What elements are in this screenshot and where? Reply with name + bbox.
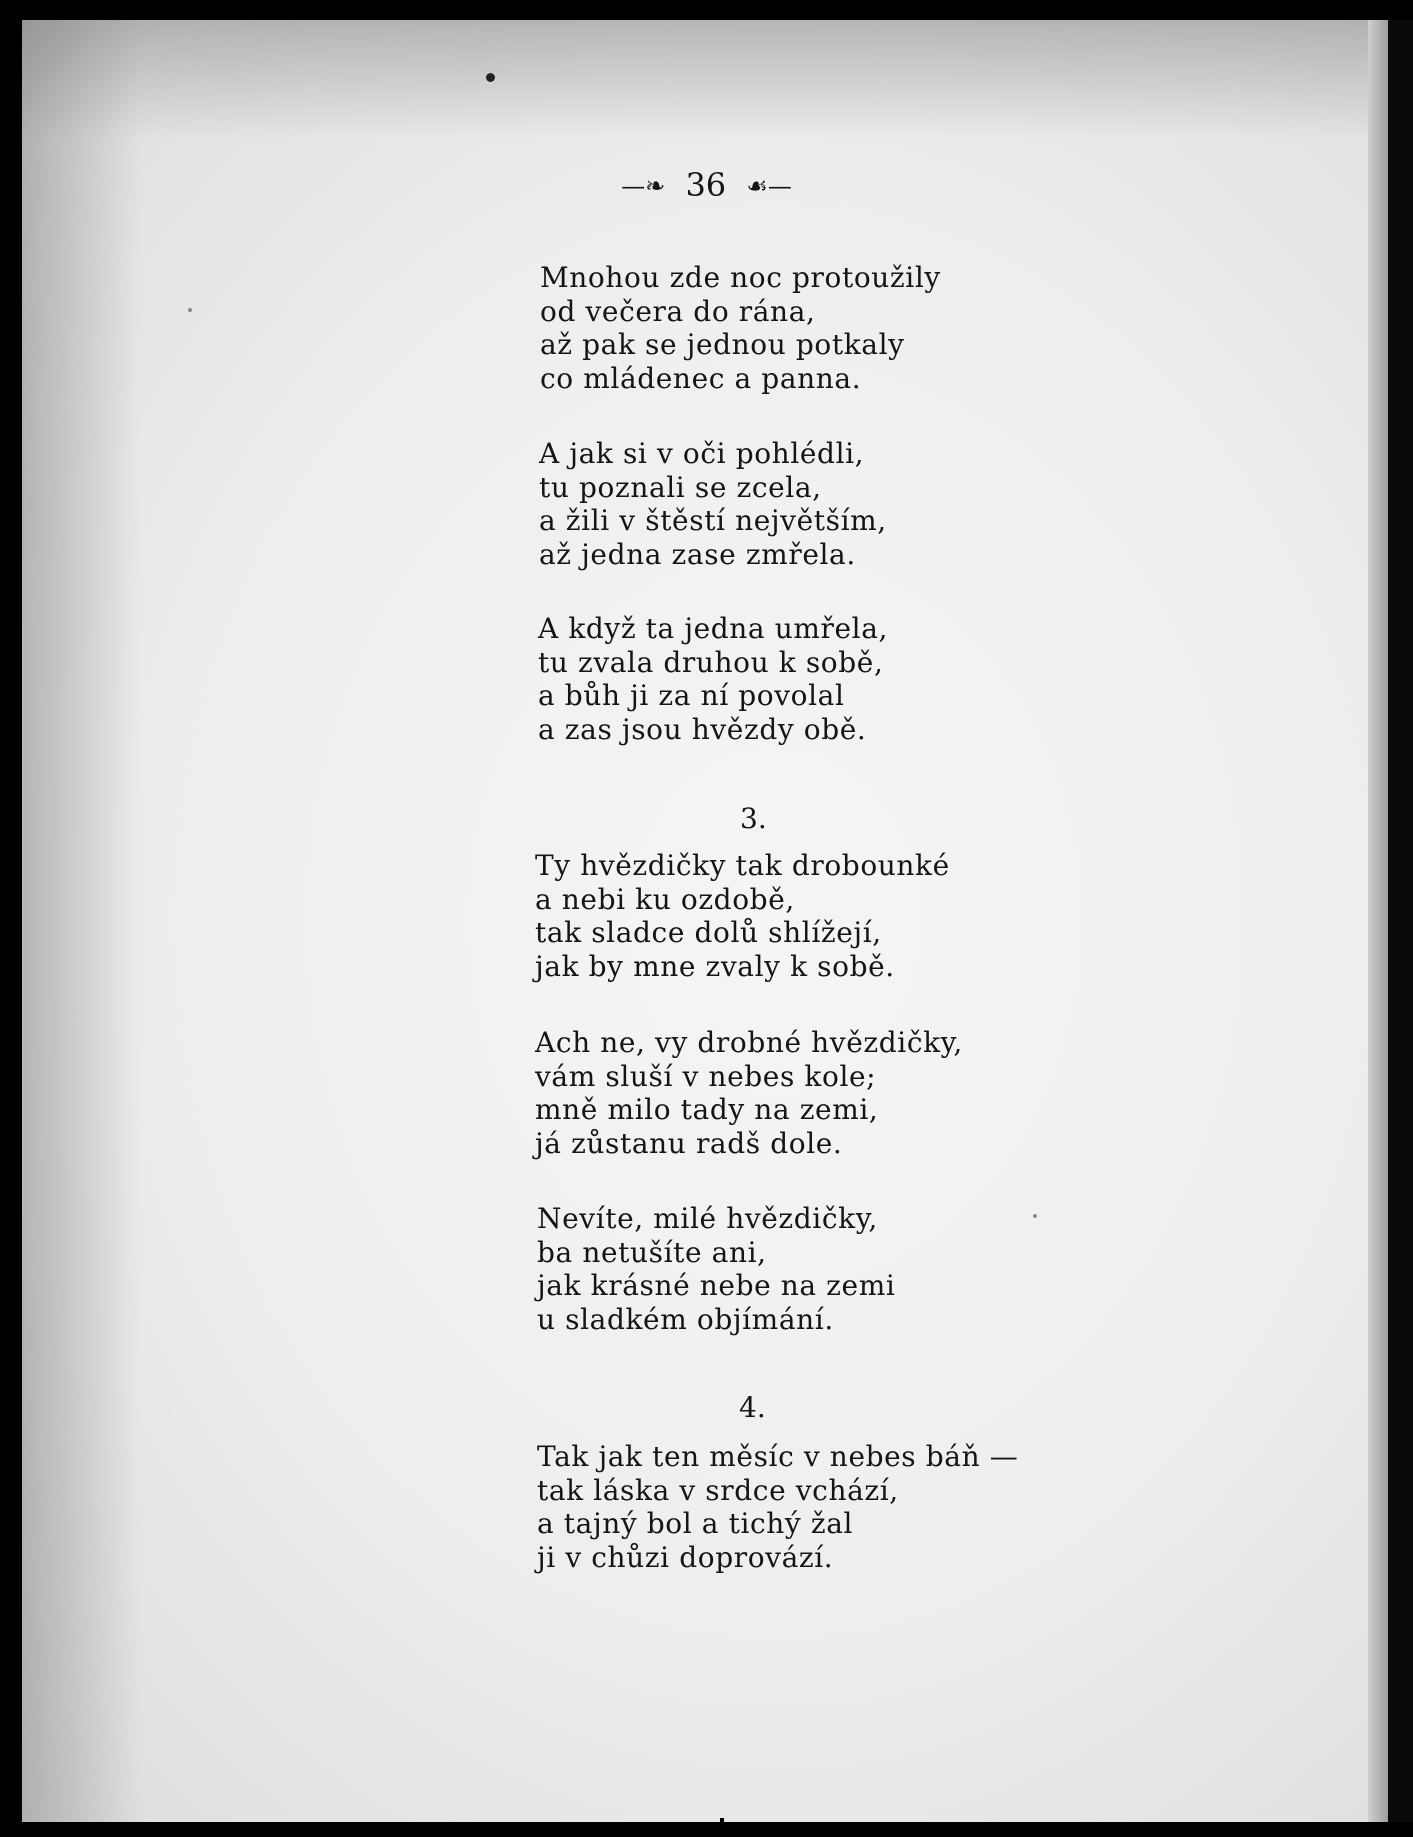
- stanza: [539, 437, 887, 571]
- verse-line: A když ta jedna umřela,: [538, 612, 889, 645]
- verse-line: A jak si v oči pohlédli,: [539, 437, 865, 470]
- top-edge-shadow: [22, 20, 1390, 140]
- verse-line: a tajný bol a tichý žal: [537, 1507, 854, 1540]
- stanza: [535, 1026, 963, 1160]
- verse-line: a bůh ji za ní povolal: [538, 679, 845, 712]
- verse-line: vám sluší v nebes kole;: [535, 1059, 877, 1093]
- verse-line: jak by mne zvaly k sobě.: [535, 949, 895, 983]
- speck-mark: [188, 308, 192, 312]
- verse-line: a nebi ku ozdobě,: [535, 882, 795, 916]
- verse-line: ba netušíte ani,: [537, 1235, 767, 1269]
- speck-mark: [486, 73, 495, 82]
- verse-line: až jedna zase zmřela.: [539, 537, 856, 571]
- stanza: [537, 1202, 895, 1336]
- page-header: [0, 166, 1413, 204]
- verse-line: a žili v štěstí největším,: [539, 504, 887, 537]
- stanza: [540, 261, 941, 395]
- verse-line: tu poznali se zcela,: [539, 470, 822, 504]
- verse-line: Ach ne, vy drobné hvězdičky,: [535, 1026, 963, 1059]
- section-number: 3.: [740, 802, 767, 835]
- verse-line: Tak jak ten měsíc v nebes báň —: [537, 1440, 1019, 1473]
- verse-line: Nevíte, milé hvězdičky,: [537, 1202, 878, 1235]
- binding-edge: [1388, 20, 1413, 1822]
- binding-mark: [720, 1818, 724, 1837]
- left-edge-shadow: [22, 20, 142, 1822]
- verse-line: až pak se jednou potkaly: [540, 328, 905, 361]
- verse-line: od večera do rána,: [540, 294, 816, 328]
- verse-line: tak sladce dolů shlížejí,: [535, 916, 882, 949]
- verse-line: u sladkém objímání.: [537, 1302, 834, 1336]
- ornament-left: —❧: [621, 172, 666, 200]
- verse-line: Ty hvězdičky tak drobounké: [535, 849, 950, 882]
- verse-line: a zas jsou hvězdy obě.: [538, 712, 867, 746]
- stanza: [535, 849, 950, 983]
- verse-line: mně milo tady na zemi,: [535, 1093, 879, 1126]
- verse-line: tu zvala druhou k sobě,: [538, 645, 884, 679]
- verse-line: tak láska v srdce vchází,: [537, 1473, 899, 1507]
- speck-mark: [1033, 1214, 1037, 1218]
- right-edge-shade: [1368, 20, 1390, 1822]
- verse-line: ji v chůzi doprovází.: [537, 1540, 834, 1574]
- stanza: [537, 1440, 1018, 1574]
- stanza: [538, 612, 888, 746]
- verse-line: já zůstanu radš dole.: [535, 1126, 843, 1160]
- ornament-right: ☙—: [746, 172, 792, 200]
- verse-line: Mnohou zde noc protoužily: [540, 261, 941, 294]
- verse-line: co mládenec a panna.: [540, 361, 862, 395]
- page-number: 36: [685, 166, 727, 204]
- section-number: 4.: [739, 1391, 766, 1424]
- verse-line: jak krásné nebe na zemi: [537, 1269, 896, 1302]
